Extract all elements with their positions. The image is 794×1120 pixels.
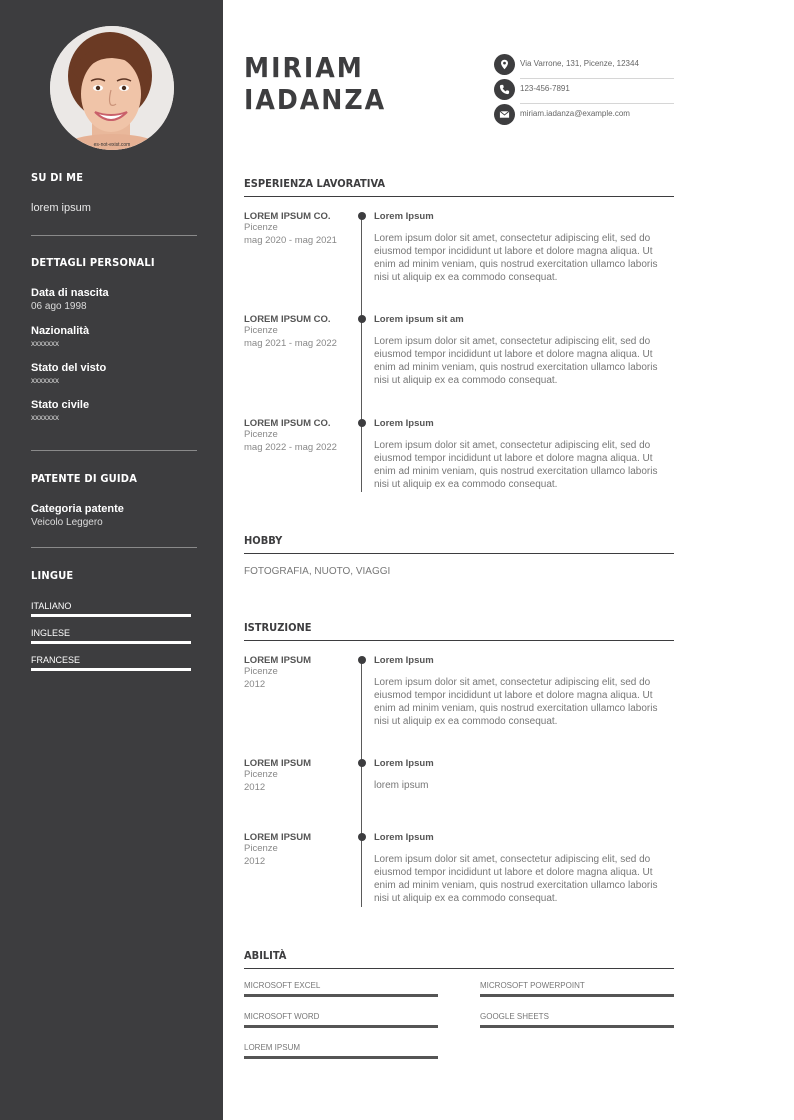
personal-item <box>31 362 197 385</box>
entry-dates: mag 2021 - mag 2022 <box>244 337 337 349</box>
skill-item <box>480 1012 674 1028</box>
language-item <box>31 655 192 671</box>
hobby-title: HOBBY <box>244 534 674 554</box>
entry-dates: 2012 <box>244 781 266 793</box>
timeline-dot <box>358 212 366 220</box>
about-text: lorem ipsum <box>31 202 91 214</box>
entry-place: Picenze <box>244 429 278 440</box>
sidebar-divider <box>31 547 197 548</box>
skill-name: GOOGLE SHEETS <box>480 1012 549 1021</box>
entry-org: LOREM IPSUM <box>244 655 312 666</box>
contact-email <box>494 104 674 129</box>
timeline-dot <box>358 833 366 841</box>
contact-text: 123-456-7891 <box>520 84 570 93</box>
entry-dates: mag 2022 - mag 2022 <box>244 441 337 453</box>
sidebar-divider <box>31 450 197 451</box>
contact-address <box>494 54 674 79</box>
hobby-text: FOTOGRAFIA, NUOTO, VIAGGI <box>244 566 391 577</box>
location-icon <box>494 54 515 75</box>
language-item <box>31 601 192 617</box>
contact-phone <box>494 79 674 104</box>
personal-value: 06 ago 1998 <box>31 301 87 312</box>
entry-role: Lorem Ipsum <box>374 211 434 222</box>
entry-role: Lorem ipsum sit am <box>374 314 464 325</box>
skill-name: MICROSOFT WORD <box>244 1012 320 1021</box>
personal-title: DETTAGLI PERSONALI <box>31 256 155 269</box>
entry-role: Lorem Ipsum <box>374 655 434 666</box>
entry-place: Picenze <box>244 843 278 854</box>
skill-level-bar <box>244 1025 438 1028</box>
entry-description: Lorem ipsum dolor sit amet, consectetur adipiscing elit, sed do eiusmod tempor incididunt ut labore et dolore magna aliqua. Ut enim ad minim veniam, quis nostrud exercitation ullamco laboris nisi ut aliquip ex ea commodo consequat. <box>374 854 658 904</box>
entry-role: Lorem Ipsum <box>374 758 434 769</box>
language-level-bar <box>31 668 191 671</box>
about-section <box>31 171 197 214</box>
language-name: ITALIANO <box>31 601 72 611</box>
personal-value: xxxxxxx <box>31 339 59 348</box>
candidate-name <box>244 52 386 116</box>
entry-description: Lorem ipsum dolor sit amet, consectetur adipiscing elit, sed do eiusmod tempor incididunt ut labore et dolore magna aliqua. Ut enim ad minim veniam, quis nostrud exercitation ullamco laboris nisi ut aliquip ex ea commodo consequat. <box>374 233 658 283</box>
license-label: Categoria patente <box>31 503 124 515</box>
timeline-dot <box>358 315 366 323</box>
personal-item <box>31 325 197 348</box>
personal-value: xxxxxxx <box>31 376 59 385</box>
language-level-bar <box>31 614 191 617</box>
skill-name: LOREM IPSUM <box>244 1043 301 1052</box>
skills-title: ABILITÀ <box>244 949 674 969</box>
language-level-bar <box>31 641 191 644</box>
education-timeline <box>361 660 362 907</box>
sidebar <box>0 0 223 1120</box>
profile-photo <box>50 26 174 150</box>
skill-level-bar <box>244 994 438 997</box>
entry-dates: 2012 <box>244 855 266 867</box>
last-name: IADANZA <box>244 83 387 116</box>
entry-org: LOREM IPSUM CO. <box>244 314 331 325</box>
experience-title: ESPERIENZA LAVORATIVA <box>244 177 674 197</box>
entry-place: Picenze <box>244 769 278 780</box>
entry-description: Lorem ipsum dolor sit amet, consectetur adipiscing elit, sed do eiusmod tempor incididunt ut labore et dolore magna aliqua. Ut enim ad minim veniam, quis nostrud exercitation ullamco laboris nisi ut aliquip ex ea commodo consequat. <box>374 336 658 386</box>
languages-section <box>31 569 197 582</box>
entry-place: Picenze <box>244 325 278 336</box>
language-name: INGLESE <box>31 628 71 638</box>
skill-item <box>244 981 438 997</box>
entry-dates: 2012 <box>244 678 266 690</box>
skill-name: MICROSOFT POWERPOINT <box>480 981 585 990</box>
entry-org: LOREM IPSUM CO. <box>244 418 331 429</box>
language-item <box>31 628 192 644</box>
personal-section <box>31 256 197 422</box>
license-section <box>31 472 197 528</box>
entry-org: LOREM IPSUM CO. <box>244 211 331 222</box>
phone-icon <box>494 79 515 100</box>
entry-org: LOREM IPSUM <box>244 758 312 769</box>
personal-item <box>31 287 197 312</box>
language-name: FRANCESE <box>31 655 81 665</box>
skill-level-bar <box>244 1056 438 1059</box>
skill-name: MICROSOFT EXCEL <box>244 981 321 990</box>
skill-item <box>480 981 674 997</box>
timeline-dot <box>358 759 366 767</box>
personal-label: Stato civile <box>31 399 90 411</box>
sidebar-divider <box>31 235 197 236</box>
first-name: MIRIAM <box>244 51 364 84</box>
languages-title: LINGUE <box>31 569 74 582</box>
personal-item <box>31 399 197 422</box>
photo-caption: es-not-exist.com <box>93 142 131 148</box>
entry-description: Lorem ipsum dolor sit amet, consectetur adipiscing elit, sed do eiusmod tempor incididunt ut labore et dolore magna aliqua. Ut enim ad minim veniam, quis nostrud exercitation ullamco laboris nisi ut aliquip ex ea commodo consequat. <box>374 677 658 727</box>
entry-description: Lorem ipsum dolor sit amet, consectetur adipiscing elit, sed do eiusmod tempor incididunt ut labore et dolore magna aliqua. Ut enim ad minim veniam, quis nostrud exercitation ullamco laboris nisi ut aliquip ex ea commodo consequat. <box>374 440 658 490</box>
skill-item <box>244 1012 438 1028</box>
entry-role: Lorem Ipsum <box>374 832 434 843</box>
experience-timeline <box>361 216 362 492</box>
contact-text: miriam.iadanza@example.com <box>520 109 630 118</box>
personal-label: Stato del visto <box>31 362 107 374</box>
license-value: Veicolo Leggero <box>31 517 103 528</box>
timeline-dot <box>358 656 366 664</box>
skill-level-bar <box>480 1025 674 1028</box>
license-title: PATENTE DI GUIDA <box>31 472 138 485</box>
about-title: SU DI ME <box>31 171 84 184</box>
entry-description: lorem ipsum <box>374 780 429 791</box>
contact-text: Via Varrone, 131, Picenze, 12344 <box>520 59 639 68</box>
personal-label: Nazionalità <box>31 325 90 337</box>
entry-role: Lorem Ipsum <box>374 418 434 429</box>
entry-place: Picenze <box>244 222 278 233</box>
entry-org: LOREM IPSUM <box>244 832 312 843</box>
timeline-dot <box>358 419 366 427</box>
skill-level-bar <box>480 994 674 997</box>
entry-place: Picenze <box>244 666 278 677</box>
entry-dates: mag 2020 - mag 2021 <box>244 234 337 246</box>
personal-label: Data di nascita <box>31 287 109 299</box>
email-icon <box>494 104 515 125</box>
personal-value: xxxxxxx <box>31 413 59 422</box>
skill-item <box>244 1043 438 1059</box>
education-title: ISTRUZIONE <box>244 621 674 641</box>
